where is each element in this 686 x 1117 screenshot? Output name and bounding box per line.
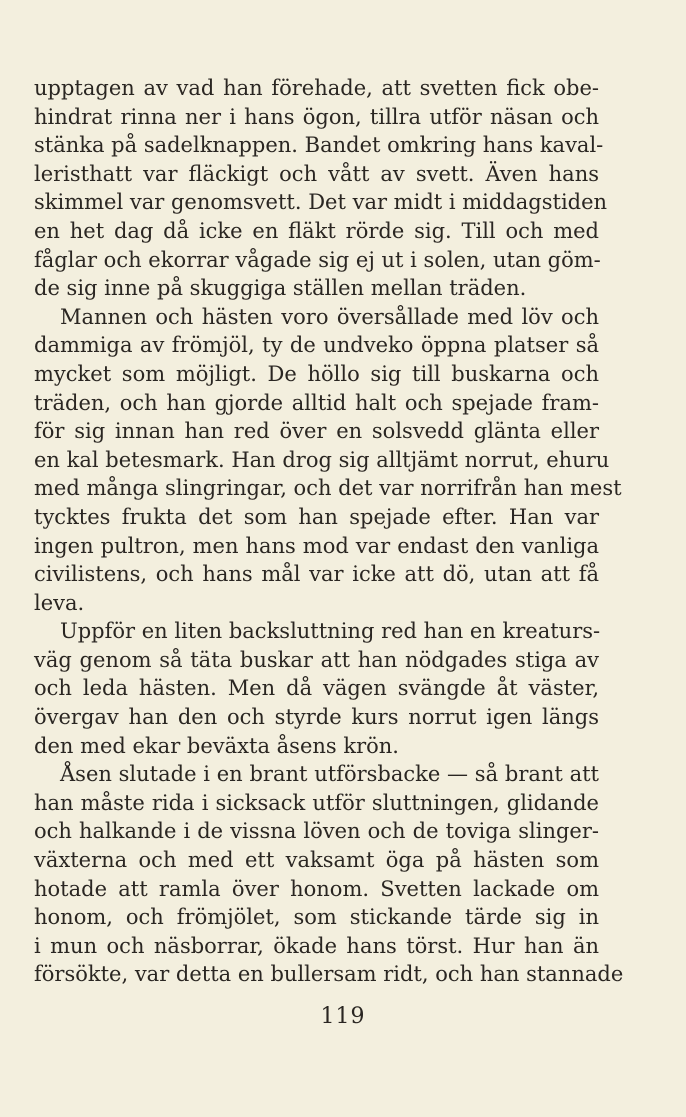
text-line: med många slingringar, och det var norrifrån han mest: [34, 476, 622, 501]
text-line: dammiga av frömjöl, ty de undveko öppna platser så: [34, 333, 599, 358]
text-line: en het dag då icke en fläkt rörde sig. Till och med: [34, 218, 599, 243]
body-text: [34, 74, 624, 989]
text-line: hindrat rinna ner i hans ögon, tillra utför näsan och: [34, 104, 599, 129]
text-line: övergav han den och styrde kurs norrut igen längs: [34, 705, 599, 730]
text-line: väg genom så täta buskar att han nödgades stiga av: [34, 647, 599, 672]
text-line: och leda hästen. Men då vägen svängde åt väster,: [34, 676, 599, 701]
text-line: skimmel var genomsvett. Det var midt i middagstiden: [34, 190, 608, 215]
paragraph-start-line: Uppför en liten backsluttning red han en kreaturs-: [60, 619, 601, 644]
text-line: för sig innan han red över en solsvedd glänta eller: [34, 419, 599, 444]
paragraph-start-line: Åsen slutade i en brant utförsbacke — så brant att: [60, 762, 599, 787]
text-line: hotade att ramla över honom. Svetten lackade om: [34, 876, 599, 901]
text-line: träden, och han gjorde alltid halt och spejade fram-: [34, 390, 599, 415]
text-line: civilistens, och hans mål var icke att dö, utan att få: [34, 562, 599, 587]
text-line: leva.: [34, 590, 85, 615]
text-line: upptagen av vad han förehade, att svetten fick obe-: [34, 76, 599, 100]
text-line: mycket som möjligt. De höllo sig till buskarna och: [34, 361, 599, 386]
text-line: de sig inne på skuggiga ställen mellan träden.: [34, 276, 527, 301]
text-line: i mun och näsborrar, ökade hans törst. Hur han än: [34, 933, 599, 958]
text-line: växterna och med ett vaksamt öga på hästen som: [34, 848, 599, 873]
text-line: fåglar och ekorrar vågade sig ej ut i solen, utan göm-: [34, 247, 601, 272]
text-line: tycktes frukta det som han spejade efter. Han var: [34, 504, 599, 529]
text-line: och halkande i de vissna löven och de toviga slinger-: [34, 819, 599, 844]
text-line: honom, och frömjölet, som stickande tärde sig in: [34, 905, 599, 930]
text-line: en kal betesmark. Han drog sig alltjämt norrut, ehuru: [34, 447, 610, 472]
page-number: 119: [320, 1004, 366, 1029]
text-line: leristhatt var fläckigt och vått av svett. Även hans: [34, 161, 599, 186]
text-line: han måste rida i sicksack utför sluttningen, glidande: [34, 790, 599, 815]
text-line: ingen pultron, men hans mod var endast den vanliga: [34, 533, 599, 558]
paragraph-start-line: Mannen och hästen voro översållade med löv och: [60, 304, 599, 329]
text-line: stänka på sadelknappen. Bandet omkring hans kaval-: [34, 133, 604, 158]
text-line: den med ekar beväxta åsens krön.: [34, 733, 399, 758]
text-line: försökte, var detta en bullersam ridt, och han stannade: [34, 962, 624, 987]
